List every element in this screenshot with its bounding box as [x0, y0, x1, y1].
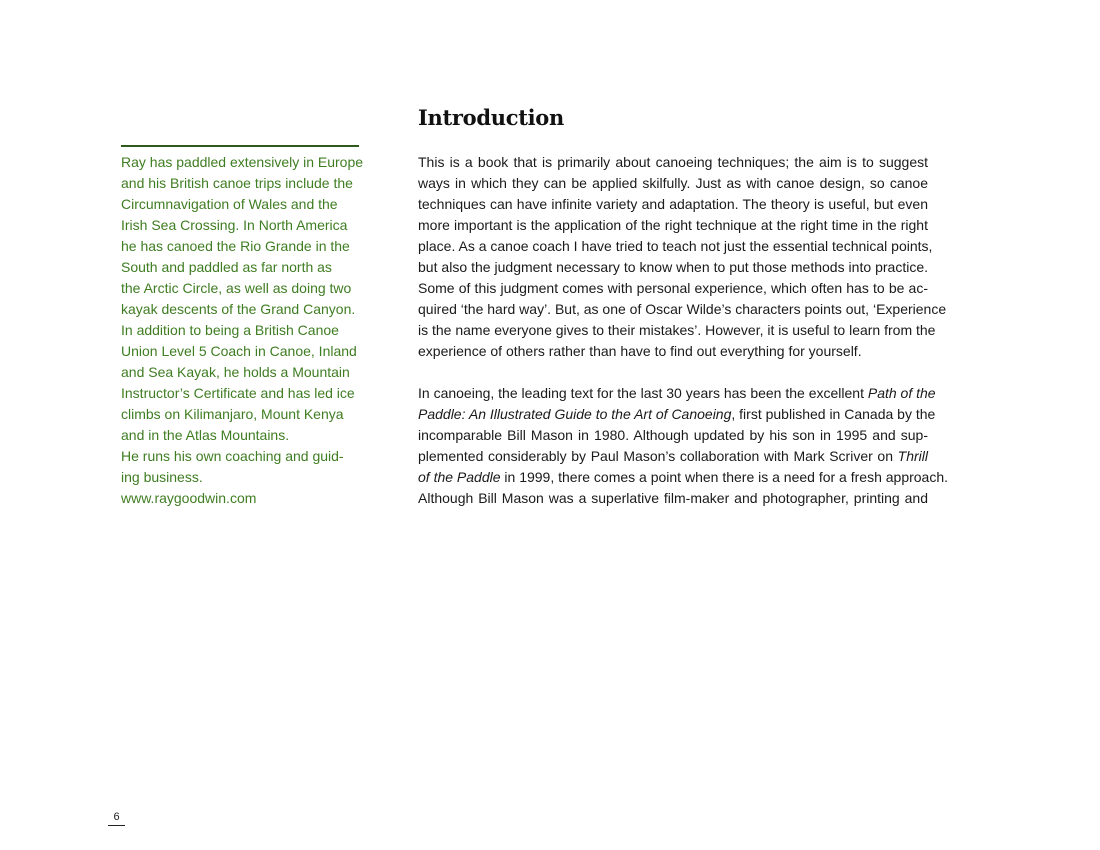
book-title-italic: of the Paddle — [418, 469, 501, 485]
bio-line: Irish Sea Crossing. In North America — [121, 217, 348, 233]
bio-line: In addition to being a British Canoe — [121, 322, 339, 338]
bio-line: Instructor’s Certificate and has led ice — [121, 385, 355, 401]
text-line — [418, 467, 949, 488]
bio-line: Ray has paddled extensively in Europe — [121, 154, 364, 170]
page-number: 6 — [108, 810, 125, 826]
text-run: In canoeing, the leading text for the last 30 years has been the excellent — [418, 385, 868, 401]
text-line: techniques can have infinite variety and adaptation. The theory is useful, but even — [418, 196, 928, 212]
bio-line: Union Level 5 Coach in Canoe, Inland — [121, 343, 357, 359]
bio-website: www.raygoodwin.com — [121, 490, 257, 506]
bio-line: and Sea Kayak, he holds a Mountain — [121, 364, 350, 380]
book-title-italic: Thrill — [897, 448, 928, 464]
text-line: place. As a canoe coach I have tried to teach not just the essential technical points, — [418, 238, 933, 254]
text-run: plemented considerably by Paul Mason’s collaboration with Mark Scriver on — [418, 448, 898, 464]
paragraph-2 — [418, 383, 949, 509]
bio-line: South and paddled as far north as — [121, 259, 332, 275]
section-heading: Introduction — [418, 105, 564, 130]
body-text — [418, 152, 949, 509]
bio-line: and in the Atlas Mountains. — [121, 427, 290, 443]
bio-line: Circumnavigation of Wales and the — [121, 196, 338, 212]
text-line: This is a book that is primarily about canoeing techniques; the aim is to suggest — [418, 154, 928, 170]
book-title-italic: Path of the — [867, 385, 936, 401]
paragraph-1 — [418, 152, 947, 362]
bio-line: kayak descents of the Grand Canyon. — [121, 301, 356, 317]
text-run: in 1999, there comes a point when there is a need for a fresh approach. — [500, 469, 949, 485]
bio-line: He runs his own coaching and guid- — [121, 448, 344, 464]
text-line — [418, 383, 936, 404]
text-line: experience of others rather than have to find out everything for yourself. — [418, 343, 862, 359]
text-line: Some of this judgment comes with personal experience, which often has to be ac- — [418, 280, 928, 296]
text-line — [418, 404, 936, 425]
bio-line: ing business. — [121, 469, 203, 485]
text-line: more important is the application of the right technique at the right time in the right — [418, 217, 928, 233]
text-line: Although Bill Mason was a superlative film-maker and photographer, printing and — [418, 490, 928, 506]
bio-line: the Arctic Circle, as well as doing two — [121, 280, 352, 296]
bio-line: he has canoed the Rio Grande in the — [121, 238, 350, 254]
sidebar-top-rule — [121, 145, 359, 147]
text-line: is the name everyone gives to their mistakes’. However, it is useful to learn from the — [418, 322, 936, 338]
text-line: ways in which they can be applied skilfully. Just as with canoe design, so canoe — [418, 175, 928, 191]
bio-line: and his British canoe trips include the — [121, 175, 353, 191]
bio-line: climbs on Kilimanjaro, Mount Kenya — [121, 406, 344, 422]
text-run: , first published in Canada by the — [731, 406, 936, 422]
book-title-italic: Paddle: An Illustrated Guide to the Art of Canoeing — [418, 406, 732, 422]
author-bio-sidebar — [121, 152, 371, 509]
text-line: but also the judgment necessary to know when to put those methods into practice. — [418, 259, 928, 275]
text-line: incomparable Bill Mason in 1980. Although updated by his son in 1995 and sup- — [418, 427, 928, 443]
text-line: quired ‘the hard way’. But, as one of Oscar Wilde’s characters points out, ‘Experience — [418, 301, 947, 317]
text-line — [418, 446, 928, 467]
